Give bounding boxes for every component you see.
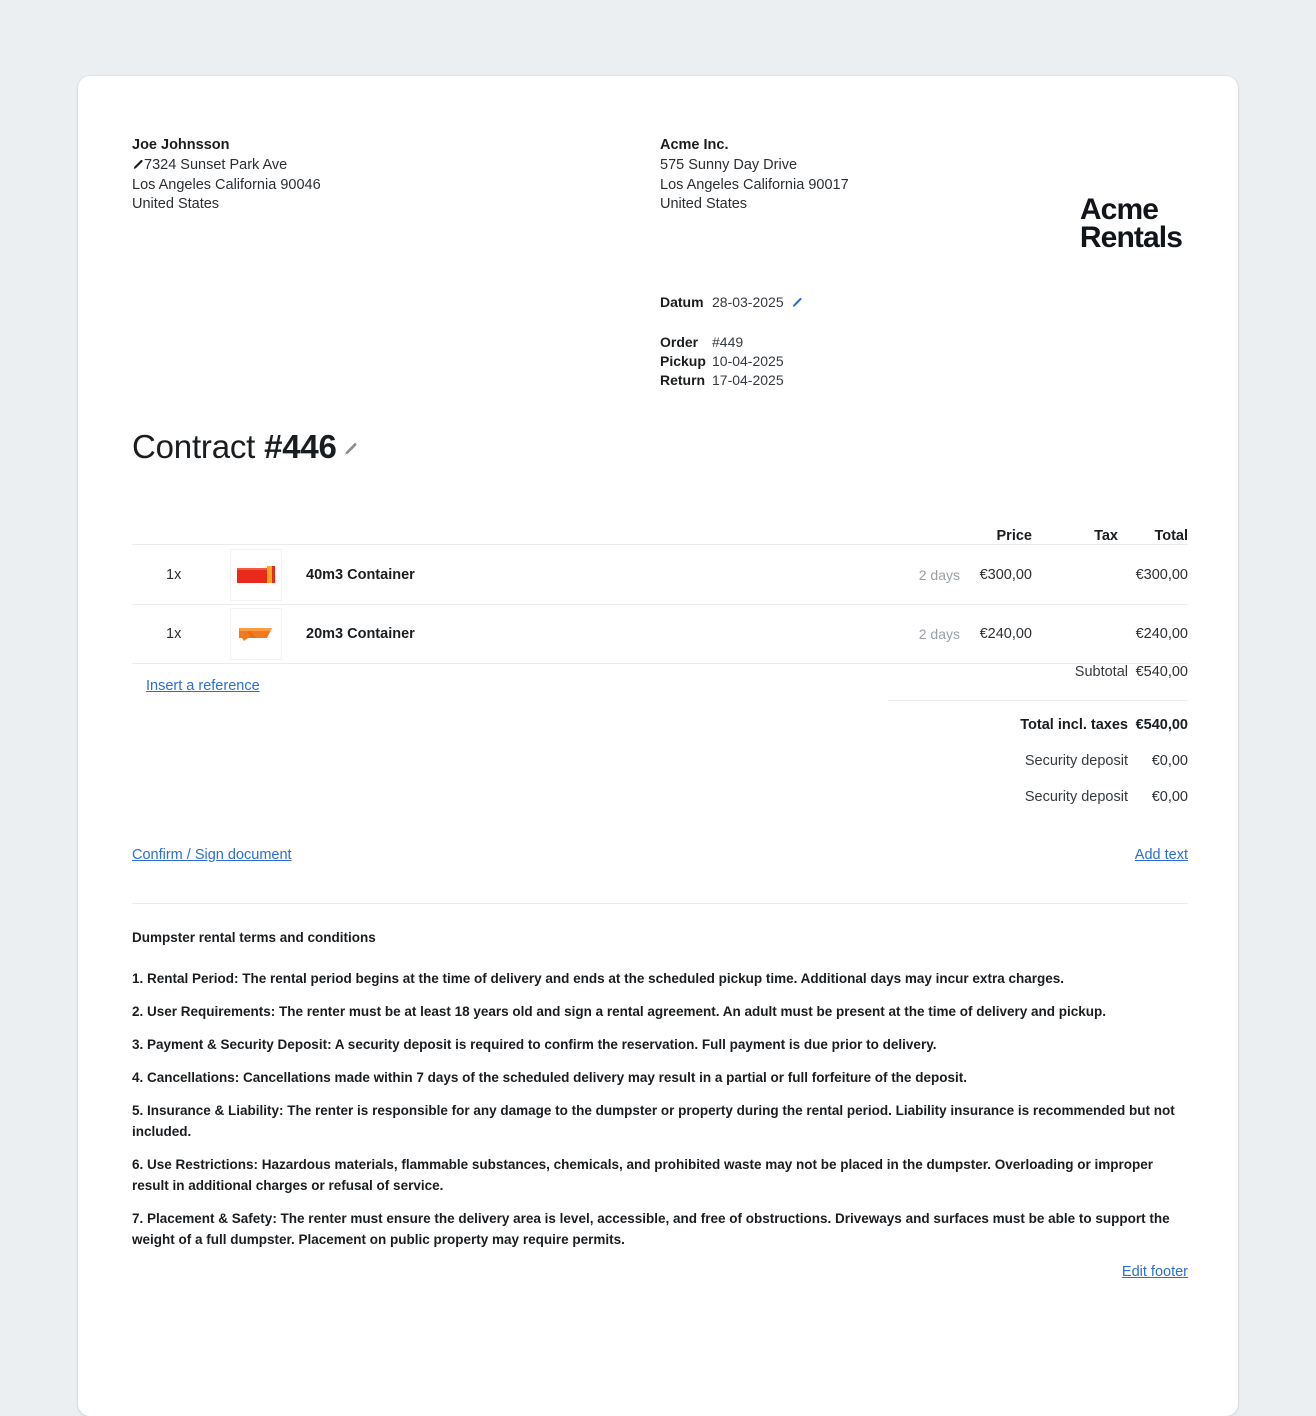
- terms-item: 5. Insurance & Liability: The renter is responsible for any damage to the dumpster or property during the rental period. Liability insurance is recommended but not included.: [132, 1103, 1175, 1139]
- return-label: Return: [660, 372, 706, 388]
- row-quantity: 1x: [166, 566, 182, 583]
- totals-section: [132, 664, 1188, 805]
- totals-value: €0,00: [1151, 753, 1188, 769]
- row-quantity: 1x: [166, 626, 182, 642]
- document-card: [78, 76, 1238, 1416]
- pickup-value: 10-04-2025: [712, 353, 784, 369]
- order-value: #449: [712, 334, 744, 350]
- edit-footer-link[interactable]: Edit footer: [1121, 1264, 1188, 1280]
- brand-logo-line1: Acme: [1079, 193, 1159, 226]
- return-row: [660, 371, 784, 390]
- page-title: [132, 426, 1188, 466]
- location-pin-icon: [132, 157, 143, 168]
- company-city: Los Angeles California 90017: [660, 176, 849, 193]
- terms-item: 7. Placement & Safety: The renter must ensure the delivery area is level, accessible, and free of obstructions. Driveways and surfaces must be able to support the weight of a full dumpster. Placement on public property may require permits.: [132, 1211, 1170, 1247]
- totals-label: Subtotal: [1074, 664, 1128, 680]
- column-header-price: Price: [996, 528, 1032, 544]
- row-total: €240,00: [1135, 626, 1188, 642]
- customer-address-block: [132, 136, 321, 214]
- page-title-prefix: Contract: [132, 428, 256, 465]
- customer-country: United States: [132, 195, 220, 212]
- terms-and-conditions: [132, 903, 1188, 1250]
- row-price: €300,00: [979, 566, 1032, 583]
- totals-label: Total incl. taxes: [1020, 717, 1128, 733]
- row-product-name: 20m3 Container: [306, 626, 415, 642]
- confirm-sign-document-link[interactable]: Confirm / Sign document: [132, 847, 292, 863]
- order-row: [660, 333, 784, 352]
- document-body: [132, 76, 1188, 1304]
- row-duration: 2 days: [918, 626, 960, 642]
- terms-item: 2. User Requirements: The renter must be at least 18 years old and sign a rental agreement. An adult must be present at the time of delivery and pickup.: [132, 1004, 1107, 1019]
- totals-value: €540,00: [1135, 717, 1188, 733]
- address-section: [132, 76, 1188, 254]
- column-header-total: Total: [1154, 528, 1188, 544]
- table-row[interactable]: [132, 604, 1188, 664]
- company-address-block: [660, 136, 849, 214]
- edit-footer-section: [132, 1264, 1188, 1304]
- order-label: Order: [660, 334, 699, 350]
- insert-reference-link[interactable]: Insert a reference: [146, 678, 260, 694]
- totals-row-security-deposit-clipped: [888, 789, 1188, 825]
- totals-label: Security deposit: [1024, 753, 1128, 769]
- terms-item: 3. Payment & Security Deposit: A security deposit is required to confirm the reservation. Full payment is due prior to delivery.: [132, 1037, 937, 1052]
- terms-item: 6. Use Restrictions: Hazardous materials, flammable substances, chemicals, and prohibited waste may not be placed in the dumpster. Overloading or improper result in additional charges or refusal of service.: [132, 1157, 1154, 1193]
- totals-value: €540,00: [1135, 664, 1188, 680]
- totals-row-security-deposit: [888, 753, 1188, 789]
- page-title-number: #446: [264, 428, 337, 465]
- red-container-thumbnail: [230, 549, 282, 601]
- terms-heading: Dumpster rental terms and conditions: [132, 930, 376, 945]
- totals-divider: [888, 700, 1188, 701]
- customer-street-line: [132, 156, 321, 175]
- customer-name: Joe Johnsson: [132, 137, 230, 153]
- return-value: 17-04-2025: [712, 372, 784, 388]
- customer-street: 7324 Sunset Park Ave: [144, 157, 288, 174]
- terms-item: 4. Cancellations: Cancellations made within 7 days of the scheduled delivery may result in a partial or full forfeiture of the deposit.: [132, 1070, 967, 1085]
- row-total: €300,00: [1135, 566, 1188, 583]
- row-price: €240,00: [979, 626, 1032, 642]
- document-meta: [132, 294, 1188, 414]
- totals-value: €0,00: [1151, 789, 1188, 805]
- datum-value: 28-03-2025: [712, 294, 784, 310]
- pickup-label: Pickup: [660, 353, 706, 369]
- customer-city: Los Angeles California 90046: [132, 176, 321, 193]
- line-items-table: [132, 516, 1188, 664]
- totals-label: Security deposit: [1024, 789, 1128, 805]
- company-street: 575 Sunny Day Drive: [660, 157, 798, 174]
- datum-label: Datum: [660, 294, 704, 310]
- totals-list: [888, 664, 1188, 805]
- edit-title-pencil-icon[interactable]: [343, 426, 357, 440]
- company-name: Acme Inc.: [660, 137, 729, 153]
- totals-row-subtotal: [888, 664, 1188, 700]
- pickup-row: [660, 352, 784, 371]
- column-header-tax: Tax: [1094, 528, 1118, 544]
- company-country: United States: [660, 195, 748, 212]
- terms-item: 1. Rental Period: The rental period begins at the time of delivery and ends at the scheduled pickup time. Additional days may incur extra charges.: [132, 971, 1064, 986]
- document-actions: [132, 847, 1188, 903]
- add-text-link[interactable]: Add text: [1134, 847, 1188, 863]
- datum-group: [660, 294, 802, 313]
- totals-row-total-incl-taxes: [888, 717, 1188, 753]
- edit-date-pencil-icon[interactable]: [791, 295, 802, 306]
- orange-dumpster-thumbnail: [230, 608, 282, 660]
- row-duration: 2 days: [918, 566, 960, 583]
- row-product-name: 40m3 Container: [306, 566, 415, 583]
- datum-row: [660, 294, 802, 313]
- order-group: [660, 333, 784, 390]
- brand-logo: [1079, 193, 1182, 254]
- table-row[interactable]: [132, 544, 1188, 604]
- table-header-row: [132, 516, 1188, 544]
- brand-logo-line2: Rentals: [1079, 221, 1182, 254]
